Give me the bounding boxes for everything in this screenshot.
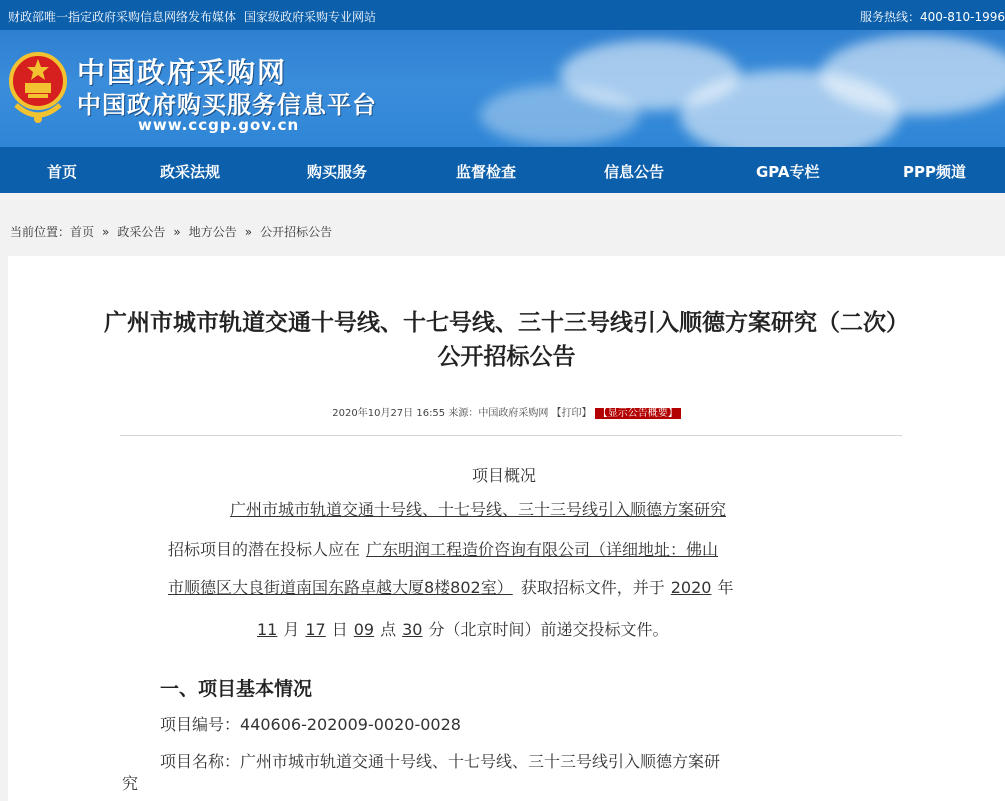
deadline-hour: 09 xyxy=(353,620,375,639)
deadline-month-unit: 月 xyxy=(283,620,300,639)
nav-ppp[interactable]: PPP频道 xyxy=(903,163,966,181)
project-number-row xyxy=(160,712,461,735)
article-source: 来源：中国政府采购网 xyxy=(448,408,549,419)
publish-date: 2020年10月27日 16:55 xyxy=(332,408,446,419)
breadcrumb-procurement-notices[interactable]: 政采公告 xyxy=(117,225,166,239)
main-nav xyxy=(0,147,1005,193)
breadcrumb-public-tender[interactable]: 公开招标公告 xyxy=(260,225,333,239)
overview-line-agency xyxy=(168,537,718,560)
article-title xyxy=(8,306,1005,374)
site-subtitle: 中国政府购买服务信息平台 xyxy=(77,91,377,119)
slogan-national-site: 国家级政府采购专业网站 xyxy=(244,10,377,24)
overview-project-name: 广州市城市轨道交通十号线、十七号线、三十三号线引入顺德方案研究 xyxy=(230,500,727,519)
site-name: 中国政府采购网 xyxy=(77,56,288,89)
deadline-minute-unit: 分（北京时间）前递交投标文件。 xyxy=(428,620,669,639)
site-banner xyxy=(0,30,1005,147)
overview-heading: 项目概况 xyxy=(472,466,537,485)
deadline-hour-unit: 点 xyxy=(380,620,397,639)
breadcrumb-local-notices[interactable]: 地方公告 xyxy=(188,225,237,239)
deadline-year-unit: 年 xyxy=(717,578,734,597)
nav-gpa[interactable]: GPA专栏 xyxy=(756,163,820,181)
text-obtain-docs: 获取招标文件，并于 xyxy=(520,578,665,597)
title-divider xyxy=(120,435,902,436)
article-meta xyxy=(8,404,1005,419)
nav-home[interactable]: 首页 xyxy=(47,163,78,181)
nav-announcements[interactable]: 信息公告 xyxy=(604,163,665,181)
show-summary-button[interactable]: 【显示公告概要】 xyxy=(595,408,681,419)
project-number-label: 项目编号： xyxy=(160,715,241,734)
breadcrumb-prefix: 当前位置： xyxy=(10,225,71,239)
article-title-line1: 广州市城市轨道交通十号线、十七号线、三十三号线引入顺德方案研究（二次） xyxy=(104,310,909,336)
deadline-day-unit: 日 xyxy=(331,620,348,639)
breadcrumb xyxy=(10,223,332,240)
project-name-label: 项目名称： xyxy=(160,752,241,771)
project-name-row xyxy=(160,749,720,772)
project-name-value: 广州市城市轨道交通十号线、十七号线、三十三号线引入顺德方案研 xyxy=(240,752,721,771)
section-basic-info-heading: 一、项目基本情况 xyxy=(160,678,313,700)
project-number-value: 440606-202009-0020-0028 xyxy=(240,715,461,734)
article-panel xyxy=(8,256,1005,801)
nav-supervision[interactable]: 监督检查 xyxy=(456,163,517,181)
breadcrumb-separator: » xyxy=(173,225,181,239)
service-hotline: 服务热线：400-810-1996 xyxy=(859,10,1005,24)
nav-regulations[interactable]: 政采法规 xyxy=(160,163,221,181)
overview-line-address xyxy=(168,575,733,598)
breadcrumb-separator: » xyxy=(102,225,110,239)
deadline-year: 2020 xyxy=(670,578,712,597)
top-slogans xyxy=(8,8,376,25)
breadcrumb-home[interactable]: 首页 xyxy=(70,225,95,239)
print-link[interactable]: 【打印】 xyxy=(551,408,592,419)
slogan-official-media: 财政部唯一指定政府采购信息网络发布媒体 xyxy=(8,10,237,24)
agency-address: 市顺德区大良街道南国东路卓越大厦8楼802室） xyxy=(168,578,513,597)
nav-purchase-services[interactable]: 购买服务 xyxy=(307,163,368,181)
breadcrumb-separator: » xyxy=(244,225,253,239)
text-potential-bidders: 招标项目的潜在投标人应在 xyxy=(168,540,361,559)
overview-line-deadline xyxy=(257,617,669,640)
deadline-day: 17 xyxy=(305,620,326,639)
project-name-continuation: 究 xyxy=(122,774,139,793)
national-emblem-icon xyxy=(8,47,68,127)
agency-name: 广东明润工程造价咨询有限公司（详细地址：佛山 xyxy=(366,540,719,559)
site-url: www.ccgp.gov.cn xyxy=(138,116,300,134)
deadline-minute: 30 xyxy=(402,620,423,639)
article-title-line2: 公开招标公告 xyxy=(437,344,576,370)
deadline-month: 11 xyxy=(257,620,278,639)
top-info-bar xyxy=(0,0,1005,30)
